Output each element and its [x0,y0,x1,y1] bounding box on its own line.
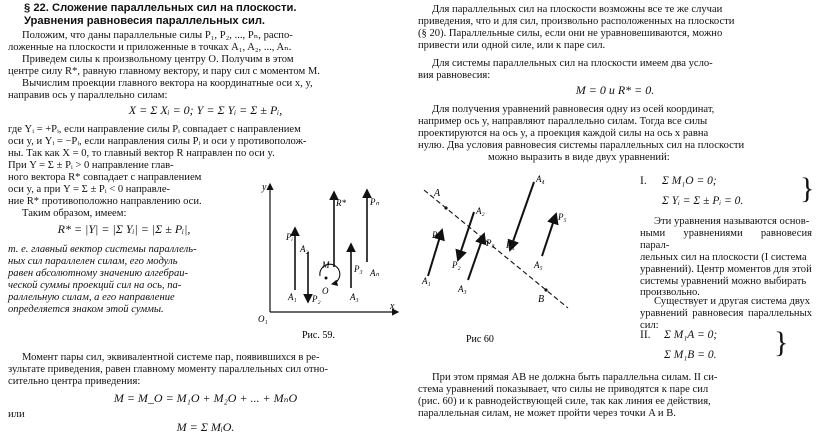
label-p2: P₂ [312,294,321,304]
arrow-p3 [468,234,484,280]
label-a2: A₂ [300,244,309,254]
label-x: x [390,301,395,312]
system-2-brace: } [774,326,789,359]
system-2-label: II. [640,329,651,341]
figure-60-caption: Рис 60 [466,334,494,345]
section-heading: § 22. Сложение параллельных сил на плоскости. [24,2,297,14]
label-an: Aₙ [370,268,380,278]
point-b [544,288,547,291]
label-p4: P₄ [506,240,515,250]
paragraph-3-definition: т. е. главный вектор системы параллель- ных сил параллелен силам, его модуль равен абсолютному значению алгебраи- ческой суммы проекций сил на ось, па- раллельную силам, а его направление определяется знаком этой суммы. [8,244,197,315]
point-a [444,206,447,209]
label-a4: A₄ [536,174,545,184]
label-r-star: R* [336,198,346,208]
label-y: y [262,182,267,193]
label-b: B [538,294,545,305]
label-p1: P₁ [432,230,441,240]
system-2-eq-b: Σ M₁B = 0. [664,349,717,361]
paragraph-4: Момент пары сил, эквивалентной системе пар, появившихся в ре- зультате приведения, равен главному моменту параллельных сил отно- сительно центра приведения: [8,352,329,387]
figure-60 [418,168,636,348]
equation-moment-short: M = Σ MᵢO. [176,420,235,434]
right-paragraph-3: Для получения уравнений равновесия одну из осей координат, например ось y, направляют параллельно силам. Тогда все силы проектируются на ось y, а проекция каждой силы на ось x равна нулю. Два условия равновесия системы параллельных сил на плоскости можно выразить в виде двух уравнений: [418,104,745,163]
label-pn: Pₙ [370,197,380,207]
label-p2: P₂ [452,260,461,270]
label-p3: P₃ [486,238,495,248]
label-o: O [322,286,329,296]
equation-projections: X = Σ Xᵢ = 0; Y = Σ Yᵢ = Σ ± Pᵢ, [128,103,283,117]
figure-59 [250,172,402,344]
right-paragraph-1: Для параллельных сил на плоскости возможны все те же случаи приведения, что и для сил, произвольно расположенных на плоскости (§ 20). Параллельные силы, если они не уравновешиваются, можно привести или одной силе, или к паре сил. [418,4,735,51]
label-p3: P₃ [354,264,363,274]
label-a5: A₅ [534,260,543,270]
point-o [325,277,328,280]
label-m: M [322,260,330,270]
section-subheading: Уравнения равновесия параллельных сил. [24,14,266,27]
arrow-p2 [458,212,474,260]
label-a3: A₃ [458,284,467,294]
right-paragraph-6: При этом прямая AB не должна быть параллельна силам. II си- стема уравнений показывает, что силы не приводятся к паре сил (рис. 60) и к равнодействующей силе, так как линия ее действия, параллельная силам, не может пройти через точки A и B. [418,372,718,419]
label-a1: A₁ [288,292,297,302]
system-1-eq-a: Σ M₁O = 0; [662,175,717,187]
label-a1: A₁ [422,276,431,286]
system-1-label: I. [640,175,647,187]
right-paragraph-4: Эти уравнения называются основ- ными уравнениями равновесия парал- лельных сил на плоскости (I система уравнений). Центр моментов для этой системы уравнений можно выбирать произвольно. [640,216,812,299]
equation-equilibrium: M = 0 и R* = 0. [575,83,655,97]
equation-main-vector: R* = |Y| = |Σ Yᵢ| = |Σ ± Pᵢ|, [57,222,191,236]
label-a: A [434,188,441,199]
right-paragraph-5: Существует и другая система двух уравнений равновесия параллельных сил: [640,296,812,331]
label-p5: P₅ [558,212,567,222]
label-o1: O₁ [258,314,268,324]
system-1-brace: } [800,172,815,205]
paragraph-2-top: где Yᵢ = +Pᵢ, если направление силы Pᵢ совпадает с направлением оси y, и Yᵢ = −Pᵢ, если направления силы Pᵢ и оси y противополож- ны. Так как X = 0, то главный вектор R направлен по оси y. [8,124,307,159]
system-2-eq-a: Σ M₁A = 0; [664,329,718,341]
or-word: или [8,409,25,420]
equation-moment-sum: M = M_O = M₁O + M₂O + ... + MₙO [113,391,298,405]
system-1-eq-b: Σ Yᵢ = Σ ± Pᵢ = 0. [662,195,744,207]
right-paragraph-2: Для системы параллельных сил на плоскости имеем два усло- вия равновесия: [418,58,713,81]
label-a3: A₃ [350,292,359,302]
paragraph-1: Положим, что даны параллельные силы P₁, P₂, ..., Pₙ, распо- ложенные на плоскости и приложенные в точках A₁, A₂, ..., Aₙ. Приведем силы к произвольному центру O. Получим в этом центре силу R*, равную главному вектору, и пару сил с моментом M. Вычислим проекции главного вектора на координатные оси x, y, направив ось y параллельно силам: [8,30,320,101]
label-a2: A₂ [476,206,485,216]
paragraph-2-narrow: При Y = Σ ± Pᵢ > 0 направление глав- ного вектора R* совпадает с направлением оси y, а при Y = Σ ± Pᵢ < 0 направле- ние R* противоположно направлению оси. Таким образом, имеем: [8,160,202,219]
figure-59-caption: Рис. 59. [302,330,335,341]
arrow-p5 [542,214,556,256]
label-p1: Pᵢ [286,232,293,242]
